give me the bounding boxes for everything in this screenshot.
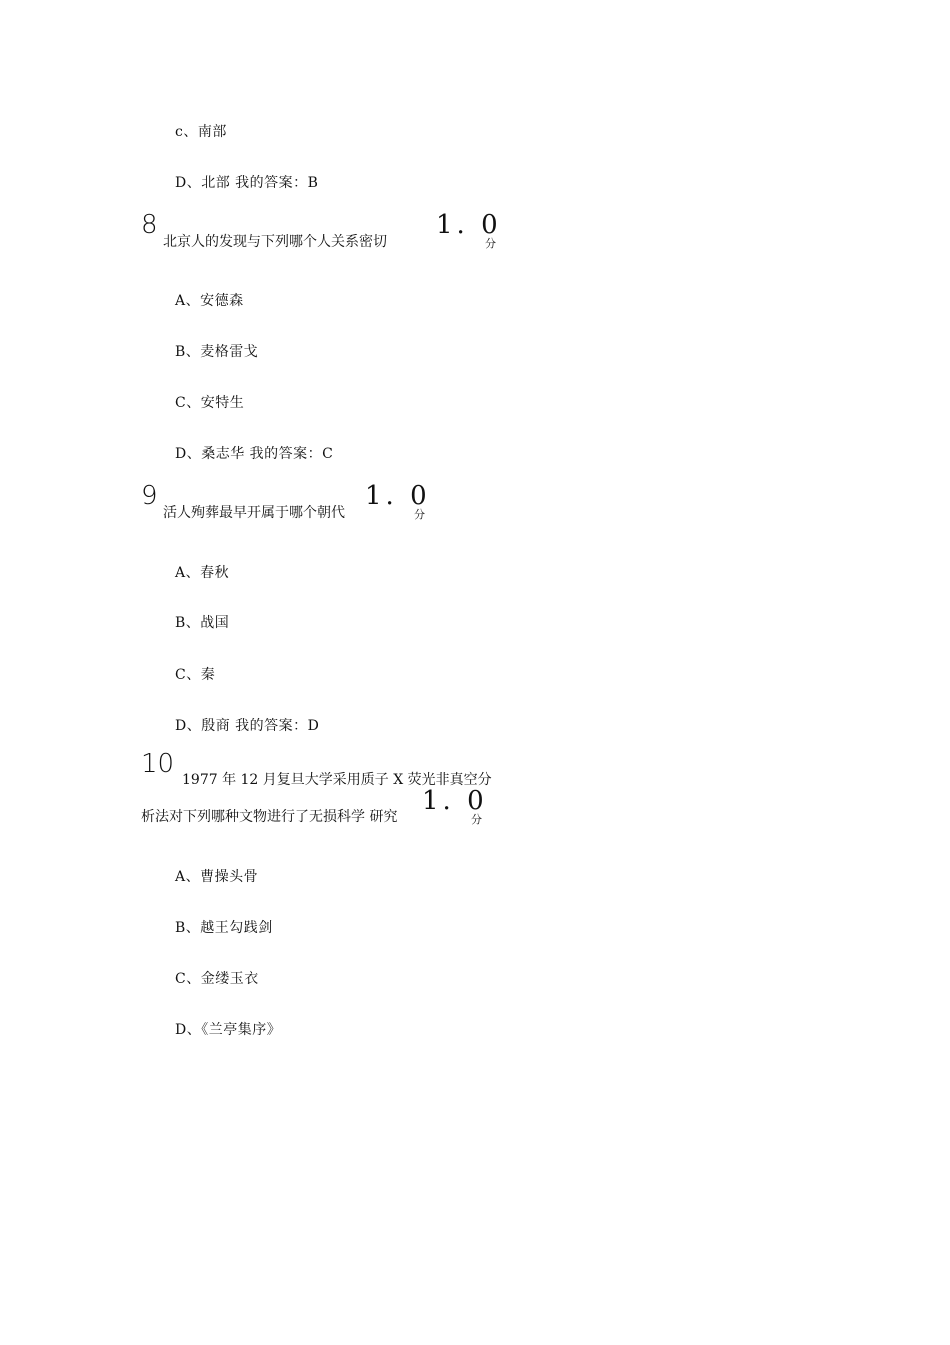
option-c: C、安特生 (175, 395, 245, 411)
option-a: A、安德森 (175, 293, 244, 309)
option-d: D、《兰亭集序》 (175, 1022, 282, 1038)
question-text-line-1: 1977 年 12 月复旦大学采用质子 X 荧光非真空分 (182, 772, 492, 788)
option-b: B、战国 (175, 615, 230, 631)
option-d-with-answer: D、北部 我的答案：B (175, 175, 319, 191)
score-unit: 分 (485, 237, 496, 250)
option-c: C、金缕玉衣 (175, 971, 259, 987)
question-number: 8 (141, 210, 158, 240)
question-number: 10 (141, 749, 175, 779)
question-text: 北京人的发现与下列哪个人关系密切 (163, 234, 387, 250)
score-unit: 分 (471, 813, 482, 826)
option-b: B、越王勾践剑 (175, 920, 273, 936)
question-number: 9 (141, 481, 158, 511)
option-a: A、春秋 (175, 565, 230, 581)
option-d-with-answer: D、殷商 我的答案：D (175, 718, 320, 734)
option-a: A、曹操头骨 (175, 869, 259, 885)
question-text-line-2: 析法对下列哪种文物进行了无损科学 研究 (141, 809, 398, 825)
option-d-with-answer: D、桑志华 我的答案：C (175, 446, 334, 462)
option-c: c、南部 (175, 124, 227, 140)
question-score: 1. 0 (365, 481, 431, 511)
option-b: B、麦格雷戈 (175, 344, 259, 360)
question-score: 1. 0 (436, 210, 502, 240)
score-unit: 分 (414, 508, 425, 521)
question-text: 活人殉葬最早开属于哪个朝代 (163, 505, 345, 521)
question-score: 1. 0 (422, 786, 488, 816)
option-c: C、秦 (175, 667, 216, 683)
